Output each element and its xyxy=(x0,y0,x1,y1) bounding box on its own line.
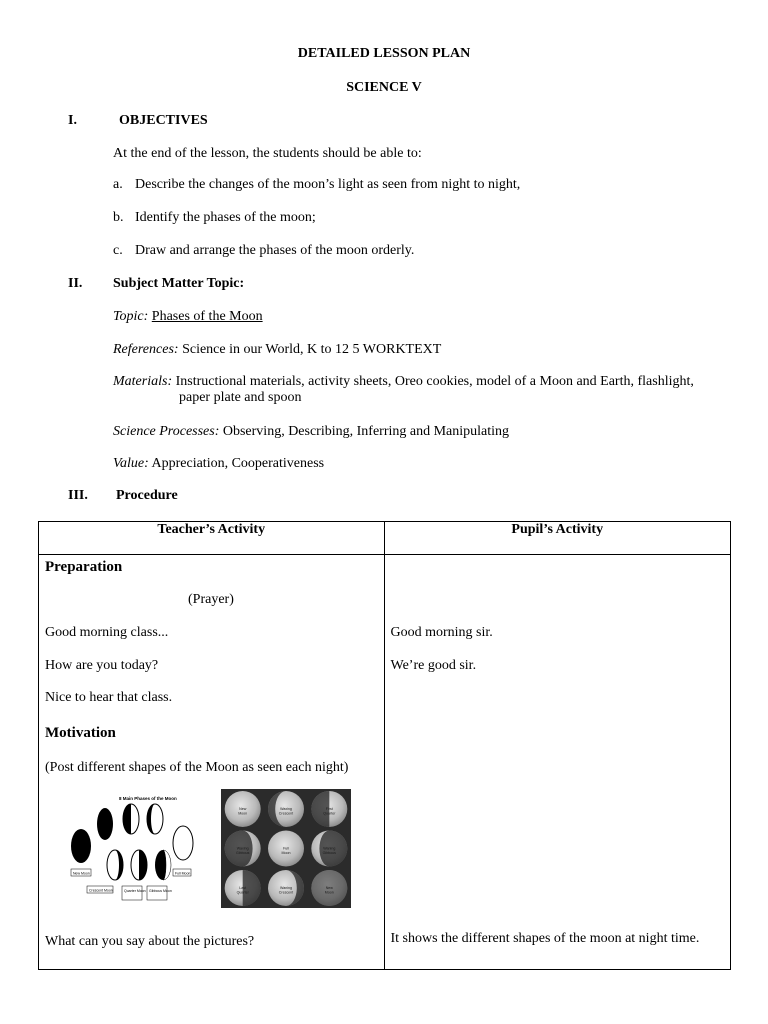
objectives-numeral: I. xyxy=(68,113,77,128)
moon-photo-8 xyxy=(268,870,304,906)
moon-photo-7 xyxy=(225,870,261,906)
crescent-moon-label-text: Crescent Moon xyxy=(89,888,113,893)
subject-numeral: II. xyxy=(68,276,83,291)
gibbous-moon-label-text: Gibbous Moon xyxy=(149,889,172,893)
gibbous-moon-label xyxy=(147,886,172,900)
moon-photo-6 xyxy=(311,831,347,867)
moon-photo-label: Waning xyxy=(323,846,336,851)
processes-label: Science Processes: xyxy=(113,424,220,439)
teacher-nice: Nice to hear that class. xyxy=(45,690,173,705)
processes-line xyxy=(113,424,509,440)
moon-photo-9 xyxy=(311,870,347,906)
materials-value-2: paper plate and spoon xyxy=(179,390,302,405)
document-subtitle: SCIENCE V xyxy=(346,80,422,95)
procedure-heading: Procedure xyxy=(116,488,178,503)
references-value: Science in our World, K to 12 5 WORKTEXT xyxy=(182,342,442,357)
new-moon-shape xyxy=(71,829,91,863)
moon-photo-3 xyxy=(311,791,347,827)
moon-photo-label: New xyxy=(325,886,333,890)
prayer-text: (Prayer) xyxy=(188,592,234,607)
pupil-response-good: We’re good sir. xyxy=(390,658,477,673)
teacher-how-are-you: How are you today? xyxy=(45,658,159,673)
motivation-heading: Motivation xyxy=(45,725,116,741)
objective-b-text: Identify the phases of the moon; xyxy=(135,210,316,225)
moon-photo-label: Crescent xyxy=(278,811,294,816)
moon-phases-diagram xyxy=(67,791,227,909)
value-value: Appreciation, Cooperativeness xyxy=(151,456,325,471)
moon-phases-caption: 8 Main Phases of the Moon xyxy=(119,796,177,801)
topic-label: Topic: xyxy=(113,309,149,324)
materials-label: Materials: xyxy=(113,374,173,389)
moon-photo-label: Waxing xyxy=(236,846,249,851)
full-moon-label-text: Full Moon xyxy=(175,871,191,876)
pupil-answer: It shows the different shapes of the moon at night time. xyxy=(390,931,700,946)
moon-photo-label: Gibbous xyxy=(322,851,336,855)
topic-line xyxy=(113,309,263,325)
references-label: References: xyxy=(113,342,179,357)
objective-b-letter: b. xyxy=(113,210,124,225)
new-moon-label xyxy=(71,869,91,876)
moon-photo-label: Waxing xyxy=(280,807,292,811)
waxing-crescent-shape xyxy=(147,804,163,834)
value-line xyxy=(113,456,324,472)
teacher-question: What can you say about the pictures? xyxy=(45,934,255,949)
motivation-instruction: (Post different shapes of the Moon as seen each night) xyxy=(45,760,349,775)
waning-crescent-shape xyxy=(107,850,123,880)
moon-photo-label: Moon xyxy=(238,811,248,816)
preparation-heading: Preparation xyxy=(45,559,123,575)
objectives-intro: At the end of the lesson, the students should be able to: xyxy=(113,146,422,161)
teacher-greeting: Good morning class... xyxy=(45,625,169,640)
first-quarter-shape xyxy=(123,804,139,834)
full-moon-shape xyxy=(173,826,193,860)
materials-line xyxy=(113,374,694,390)
crescent-moon-label xyxy=(87,886,113,893)
full-moon-label xyxy=(173,869,191,876)
teacher-column-label: Teacher’s Activity xyxy=(157,522,266,537)
objectives-heading: OBJECTIVES xyxy=(119,113,208,128)
document-title: DETAILED LESSON PLAN xyxy=(297,46,471,61)
references-line xyxy=(113,342,441,358)
value-label: Value: xyxy=(113,456,149,471)
objective-a-letter: a. xyxy=(113,177,123,192)
moon-photo-label: Waning xyxy=(279,886,293,890)
moon-photo-label: Crescent xyxy=(278,890,294,895)
procedure-table xyxy=(38,521,731,970)
teacher-activity-cell xyxy=(39,555,385,970)
waxing-gibbous-shape xyxy=(97,808,113,840)
quarter-moon-label xyxy=(122,886,146,900)
moon-photo-label: Quarter xyxy=(323,811,336,816)
moon-photo-label: Moon xyxy=(324,890,334,895)
moon-photo-label: Moon xyxy=(281,851,291,855)
moon-photo-label: Last xyxy=(239,886,247,890)
objective-c-text: Draw and arrange the phases of the moon orderly. xyxy=(135,243,415,258)
moon-photo-1 xyxy=(225,791,261,827)
pupil-column-header xyxy=(384,522,731,555)
moon-photo-grid xyxy=(221,789,351,908)
teacher-column-header xyxy=(39,522,385,555)
pupil-column-label: Pupil’s Activity xyxy=(511,522,604,537)
last-quarter-shape xyxy=(131,850,147,880)
pupil-activity-cell xyxy=(384,555,731,970)
pupil-greeting: Good morning sir. xyxy=(390,625,493,640)
procedure-numeral: III. xyxy=(68,488,88,503)
moon-photo-4 xyxy=(225,831,261,867)
materials-value-1: Instructional materials, activity sheets, Oreo cookies, model of a Moon and Earth, flashlight, xyxy=(175,374,694,389)
moon-photo-5 xyxy=(268,831,304,867)
waning-gibbous-shape xyxy=(155,850,171,880)
objective-a-text: Describe the changes of the moon’s light as seen from night to night, xyxy=(135,177,521,192)
objective-c-letter: c. xyxy=(113,243,123,258)
topic-value: Phases of the Moon xyxy=(151,309,263,324)
moon-photo-label: Full xyxy=(283,846,289,851)
quarter-moon-label-text: Quarter Moon xyxy=(124,889,146,893)
moon-photo-label: First xyxy=(325,807,333,811)
moon-photo-2 xyxy=(268,791,304,827)
moon-photo-label: Quarter xyxy=(236,890,249,895)
subject-heading: Subject Matter Topic: xyxy=(113,276,245,291)
processes-value: Observing, Describing, Inferring and Manipulating xyxy=(222,424,510,439)
new-moon-label-text: New Moon xyxy=(73,871,90,876)
moon-photo-label: New xyxy=(239,807,247,811)
moon-photo-label: Gibbous xyxy=(236,851,250,855)
